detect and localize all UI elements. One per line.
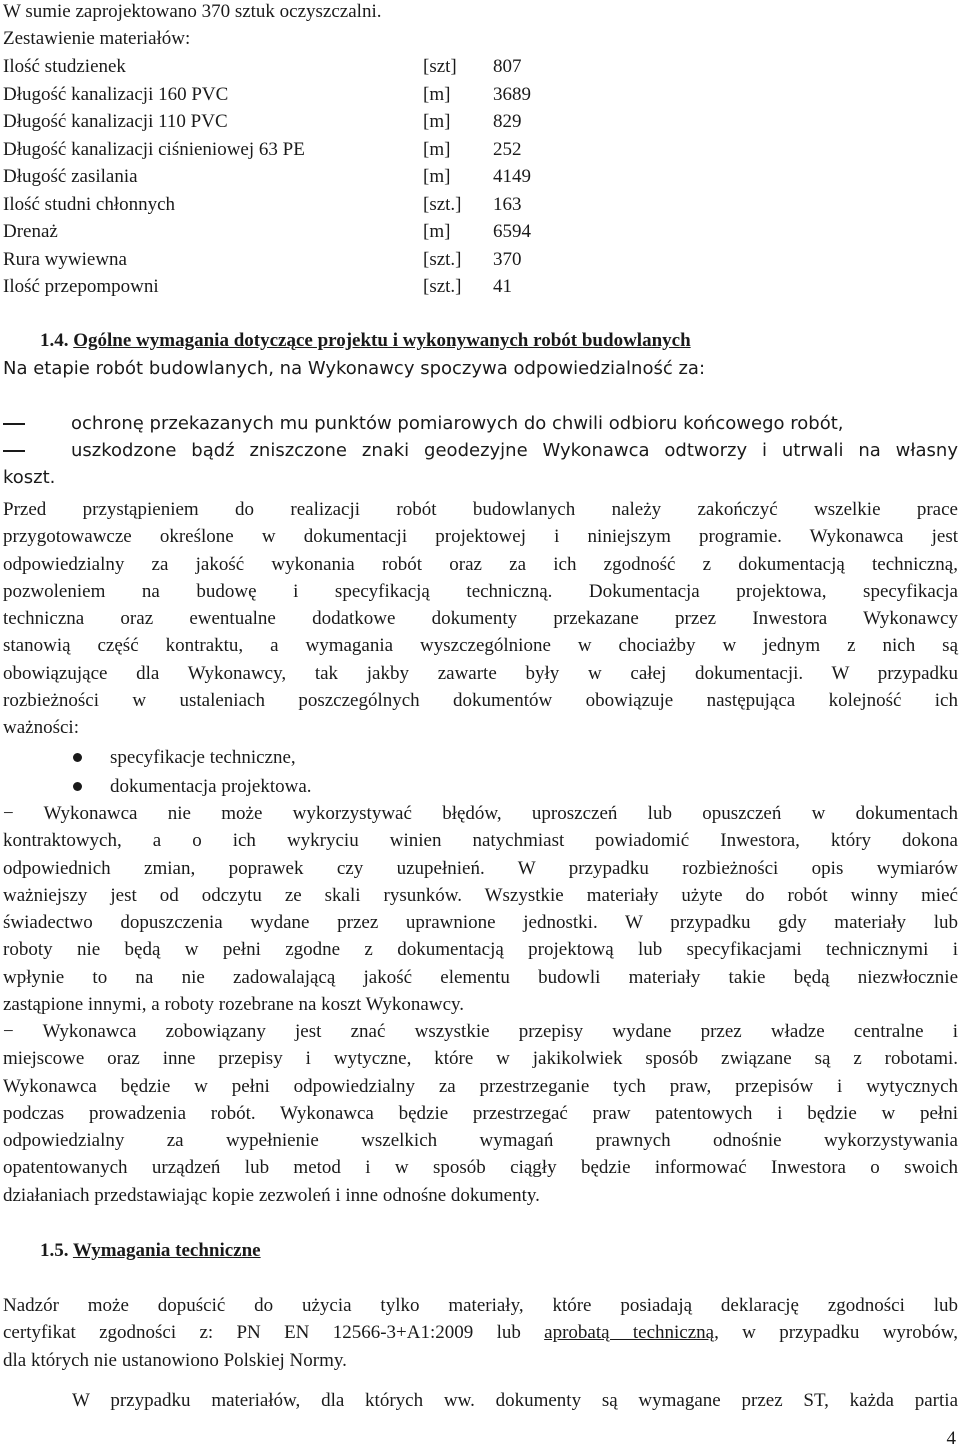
paragraph-line: pozwoleniem na budowę i specyfikacją techniczną. Dokumentacja projektowa, specyfikacja [3,580,958,602]
paragraph-line: obowiązujące dla Wykonawcy, tak jakby zawarte były w całej dokumentacji. W przypadku [3,662,958,684]
material-name: Długość kanalizacji ciśnieniowej 63 PE [3,138,305,160]
paragraph-line: miejscowe oraz inne przepisy i wytyczne, które w jakikolwiek sposób związane są z robotami. [3,1048,958,1070]
paragraph-line: rozbieżności w ustaleniach poszczególnych dokumentów obowiązuje następująca kolejność ich [3,690,958,712]
paragraph-line: roboty nie będą w pełni zgodne z dokumentacją projektową lub specyfikacjami technicznymi i [3,939,958,961]
material-value: 3689 [493,83,531,105]
table-row [3,81,531,109]
table-row [3,218,531,246]
paragraph-line: Przed przystąpieniem do realizacji robót budowlanych należy zakończyć wszelkie prace [3,499,958,520]
paragraph-line: techniczna oraz ewentualne dodatkowe dokumenty przekazane przez Inwestora Wykonawcy [3,608,958,630]
paragraph-line: odpowiedzialny za jakość wykonania robót oraz za ich zgodność z dokumentacją techniczną, [3,553,958,575]
paragraph-line: przygotowawcze określone w dokumentacji projektowej i niniejszym programie. Wykonawca jest [3,526,958,548]
page-number: 4 [946,1428,956,1449]
material-name: Ilość przepompowni [3,276,159,297]
table-row [3,136,531,164]
material-name: Ilość studzienek [3,56,126,77]
bullet-icon [73,782,82,791]
table-row [3,163,531,191]
paragraph-line: ważniejszy jest od odczytu ze skali rysunków. Wszystkie materiały użyte do robót winny mieć [3,884,958,906]
material-name: Długość kanalizacji 110 PVC [3,111,228,132]
paragraph-line: wpłynie to na nie zadowalającą jakość elementu budowli materiały takie będą niezwłocznie [3,966,958,988]
dash-bullet-icon [3,423,25,425]
materials-title: Zestawienie materiałów: [3,28,191,49]
material-value: 4149 [493,166,531,187]
paragraph-line: działaniach przedstawiając kopie zezwoleń i inne odnośne dokumenty. [3,1184,540,1206]
material-unit: [m] [423,138,451,160]
dash-bullet-icon [3,450,25,452]
paragraph-line: ważności: [3,717,79,739]
dash-list-item: ochronę przekazanych mu punktów pomiarowych do chwili odbioru końcowego robót, [3,410,958,437]
material-value: 370 [493,248,522,270]
paragraph-line: odpowiednich zmian, poprawek czy uzupełnień. W przypadku rozbieżności opis wymiarów [3,857,958,879]
material-name: Długość kanalizacji 160 PVC [3,83,229,105]
material-value: 163 [493,193,522,215]
table-row [3,53,531,81]
bullet-list-item: specyfikacje techniczne, [70,744,296,771]
materials-table [3,53,531,301]
section-1-4-heading [40,327,691,355]
section-number: 1.5. [40,1240,69,1261]
paragraph-line: Wykonawca będzie w pełni odpowiedzialny za przestrzeganie tych praw, przepisów i wytycznych [3,1075,958,1097]
material-value: 252 [493,138,522,160]
material-unit: [m] [423,166,451,187]
material-name: Ilość studni chłonnych [3,193,176,215]
paragraph-general-requirements [3,496,958,742]
paragraph-line: opatentowanych urządzeń lub metod i w sposób ciągły będzie informować Inwestora o swoich [3,1157,958,1179]
dash-continuation: koszt. [3,467,56,488]
material-unit: [m] [423,83,451,105]
material-value: 807 [493,56,522,77]
material-unit: [m] [423,111,451,132]
paragraph-technical-requirements: Nadzór może dopuścić do użycia tylko materiały, które posiadają deklarację zgodności lub certyfikat zgodności z: PN EN 12566-3+A1:2009 lub aprobatą techniczną, w przypadku wyrobów, dla których nie ustanowiono Polskiej Normy. [3,1295,958,1371]
material-name: Rura wywiewna [3,248,127,270]
material-name: Długość zasilania [3,166,138,187]
material-unit: [szt.] [423,276,462,297]
bullet-list-item: dokumentacja projektowa. [70,773,312,800]
material-value: 41 [493,276,512,297]
paragraph-line: odpowiedzialny za wypełnienie wszelkich wymagań prawnych odnośnie wykorzystywania [3,1130,958,1152]
material-unit: [szt] [423,56,457,77]
material-unit: [szt.] [423,193,462,215]
responsibility-lead: Na etapie robót budowlanych, na Wykonawcy spoczywa odpowiedzialność za: [3,358,706,379]
paragraph-line: kontraktowych, a o ich wykryciu winien natychmiast powiadomić Inwestora, który dokona [3,830,958,852]
paragraph-line: − Wykonawca zobowiązany jest znać wszystkie przepisy wydane przez władze centralne i [3,1021,958,1042]
section-1-5-heading [40,1237,261,1265]
bullet-icon [73,753,82,762]
material-unit: [m] [423,221,451,242]
paragraph-line: zastąpione innymi, a roboty rozebrane na koszt Wykonawcy. [3,994,465,1016]
summary-line: W sumie zaprojektowano 370 sztuk oczyszczalni. [3,1,382,22]
material-name: Drenaż [3,221,58,242]
table-row [3,273,531,301]
paragraph-line: stanowią część kontraktu, a wymagania wyszczególnione w chociażby w jednym z nich są [3,635,958,657]
material-unit: [szt.] [423,248,462,270]
table-row [3,191,531,219]
table-row [3,108,531,136]
paragraph-line: − Wykonawca nie może wykorzystywać błędów, uproszczeń lub opuszczeń w dokumentach [3,803,958,824]
dash-list-item: uszkodzone bądź zniszczone znaki geodezyjne Wykonawca odtworzy i utrwali na własny [3,437,958,464]
paragraph-regulations [3,1018,958,1209]
paragraph-contractor-errors [3,800,958,1018]
paragraph-line: świadectwo dopuszczenia wydane przez uprawnione jednostki. W przypadku gdy materiały lub [3,912,958,934]
material-value: 6594 [493,221,531,242]
material-value: 829 [493,111,522,132]
section-number: 1.4. [40,330,69,351]
table-row [3,246,531,274]
section-title: Ogólne wymagania dotyczące projektu i wykonywanych robót budowlanych [73,330,691,351]
section-title: Wymagania techniczne [72,1240,261,1261]
approval-link[interactable]: aprobatą techniczną [544,1322,715,1344]
paragraph-st-batches: W przypadku materiałów, dla których ww. dokumenty są wymagane przez ST, każda partia [72,1390,958,1411]
paragraph-line: podczas prowadzenia robót. Wykonawca będzie przestrzegać praw patentowych i będzie w pełni [3,1102,958,1124]
